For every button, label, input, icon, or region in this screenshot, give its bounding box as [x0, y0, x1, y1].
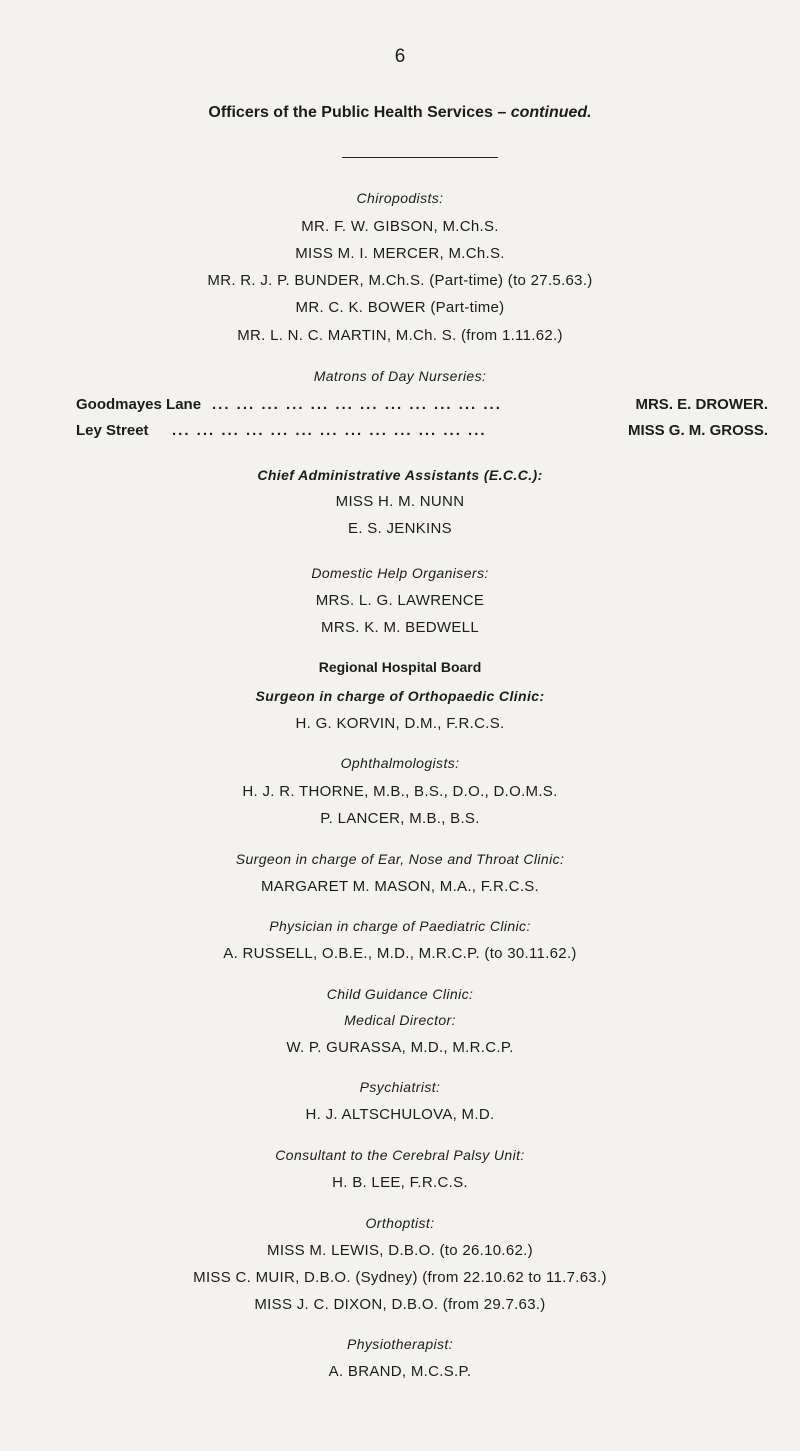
ortho-title: Surgeon in charge of Orthopaedic Clinic: — [255, 688, 545, 704]
chiropodist-name: MR. R. J. P. BUNDER, M.Ch.S. (Part-time) (to 27.5.63.) — [207, 272, 593, 289]
matron-row — [76, 422, 768, 444]
paed-name: A. RUSSELL, O.B.E., M.D., M.R.C.P. (to 30.11.62.) — [223, 945, 577, 962]
orthoptist-title: Orthoptist: — [365, 1215, 435, 1231]
heading-dash: – — [492, 104, 511, 121]
psychiatrist-title: Psychiatrist: — [359, 1079, 441, 1095]
child-guidance-title: Child Guidance Clinic: — [326, 986, 474, 1002]
ophth-name: H. J. R. THORNE, M.B., B.S., D.O., D.O.M.S. — [242, 783, 558, 800]
matron-row — [76, 396, 768, 418]
heading-continued: continued. — [510, 104, 592, 121]
leader-dots: ... ... ... ... ... ... ... ... ... ... ... ... — [212, 396, 502, 413]
physiotherapist-title: Physiotherapist: — [346, 1336, 453, 1352]
admin-name: MISS H. M. NUNN — [335, 493, 465, 510]
chiropodist-name: MR. C. K. BOWER (Part-time) — [295, 299, 505, 316]
orthoptist-name: MISS J. C. DIXON, D.B.O. (from 29.7.63.) — [254, 1296, 546, 1313]
regional-title: Regional Hospital Board — [318, 659, 482, 675]
ophth-title: Ophthalmologists: — [340, 755, 460, 771]
admin-title: Chief Administrative Assistants (E.C.C.): — [257, 467, 543, 483]
ophth-name: P. LANCER, M.B., B.S. — [320, 810, 480, 827]
domestic-title: Domestic Help Organisers: — [311, 565, 489, 581]
ent-name: MARGARET M. MASON, M.A., F.R.C.S. — [261, 878, 539, 895]
physiotherapist-name: A. BRAND, M.C.S.P. — [328, 1363, 472, 1380]
chiropodist-name: MISS M. I. MERCER, M.Ch.S. — [295, 245, 505, 262]
psychiatrist-name: H. J. ALTSCHULOVA, M.D. — [305, 1106, 495, 1123]
ent-title: Surgeon in charge of Ear, Nose and Throat Clinic: — [235, 851, 565, 867]
orthoptist-name: MISS C. MUIR, D.B.O. (Sydney) (from 22.10.62 to 11.7.63.) — [193, 1269, 607, 1286]
matrons-title: Matrons of Day Nurseries: — [313, 368, 487, 384]
chiropodists-title: Chiropodists: — [356, 190, 444, 206]
nursery-place: Ley Street — [76, 422, 149, 439]
medical-director-title: Medical Director: — [344, 1012, 456, 1028]
admin-name: E. S. JENKINS — [348, 520, 452, 537]
matron-name: MISS G. M. GROSS. — [627, 422, 768, 439]
cerebral-palsy-name: H. B. LEE, F.R.C.S. — [332, 1174, 468, 1191]
nursery-place: Goodmayes Lane — [76, 396, 202, 413]
heading-main: Officers of the Public Health Services — [208, 104, 493, 121]
medical-director-name: W. P. GURASSA, M.D., M.R.C.P. — [286, 1039, 514, 1056]
page-number: 6 — [394, 46, 406, 67]
ortho-name: H. G. KORVIN, D.M., F.R.C.S. — [295, 715, 505, 732]
matron-name: MRS. E. DROWER. — [635, 396, 768, 413]
chiropodist-name: MR. L. N. C. MARTIN, M.Ch. S. (from 1.11.62.) — [237, 327, 563, 344]
orthoptist-name: MISS M. LEWIS, D.B.O. (to 26.10.62.) — [267, 1242, 533, 1259]
chiropodist-name: MR. F. W. GIBSON, M.Ch.S. — [301, 218, 499, 235]
page-heading — [0, 104, 800, 122]
heading-divider — [342, 157, 498, 158]
leader-dots: ... ... ... ... ... ... ... ... ... ... ... ... ... — [172, 422, 487, 439]
domestic-name: MRS. L. G. LAWRENCE — [315, 592, 485, 609]
domestic-name: MRS. K. M. BEDWELL — [321, 619, 479, 636]
cerebral-palsy-title: Consultant to the Cerebral Palsy Unit: — [275, 1147, 525, 1163]
paed-title: Physician in charge of Paediatric Clinic: — [269, 918, 531, 934]
